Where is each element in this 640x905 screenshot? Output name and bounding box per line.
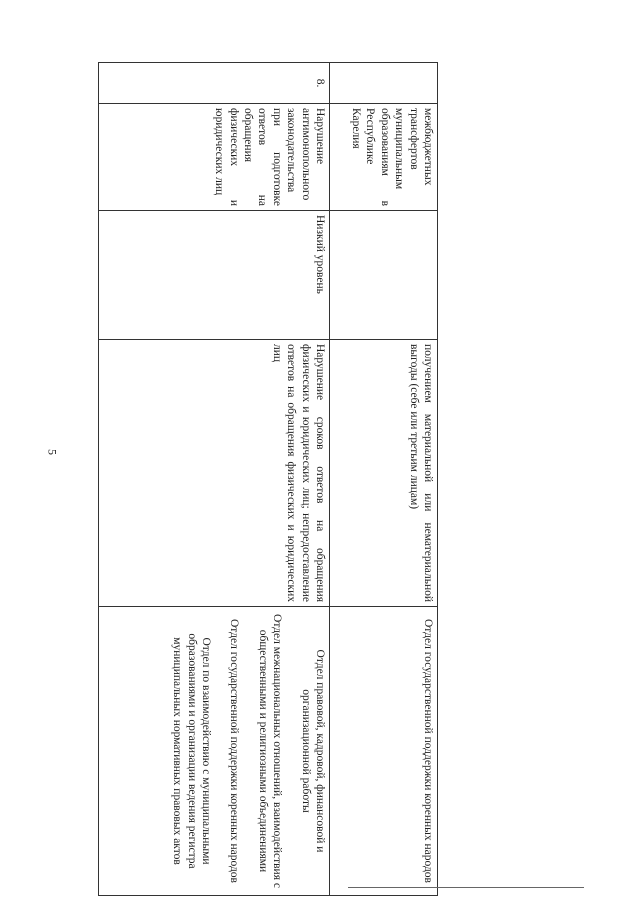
rotated-table-wrapper [98, 62, 438, 888]
row-number [330, 63, 438, 104]
risk-description: получением материальной или нематериальной выгоды (себе или третьим лицам) [330, 340, 438, 607]
risk-table [98, 62, 438, 896]
page-number: 5 [45, 449, 60, 455]
table-row [330, 63, 438, 896]
risk-level: Низкий уровень [99, 211, 330, 340]
responsible-unit: Отдел по взаимодействию с муниципальными образованиями и организации ведения регистра муниципальных нормативных правовых актов [171, 633, 213, 869]
footer-rule [348, 887, 584, 888]
row-number: 8. [99, 63, 330, 104]
responsible-unit: Отдел межнациональных отношений, взаимодействия с общественными и религиозными объединениями [256, 614, 284, 888]
responsible-unit: Отдел государственной поддержки коренных народов [228, 618, 241, 883]
risk-name: межбюджетных трансфертов муниципальным образованиям в Республике Карелия [330, 104, 438, 211]
responsible-unit: Отдел государственной поддержки коренных народов [422, 618, 434, 883]
table-row [99, 63, 330, 896]
responsible-units [330, 607, 438, 896]
risk-level [330, 211, 438, 340]
responsible-unit: Отдел правовой, кадровой, финансовой и организационной работы [299, 649, 326, 853]
risk-name: Нарушение антимонопольного законодательства при подготовке ответов на обращения физических и юридических лиц [99, 104, 330, 211]
risk-description: Нарушение сроков ответов на обращения физических и юридических лиц; непредоставление ответов на обращения физических и юридических лиц [99, 340, 330, 607]
responsible-units [99, 607, 330, 896]
